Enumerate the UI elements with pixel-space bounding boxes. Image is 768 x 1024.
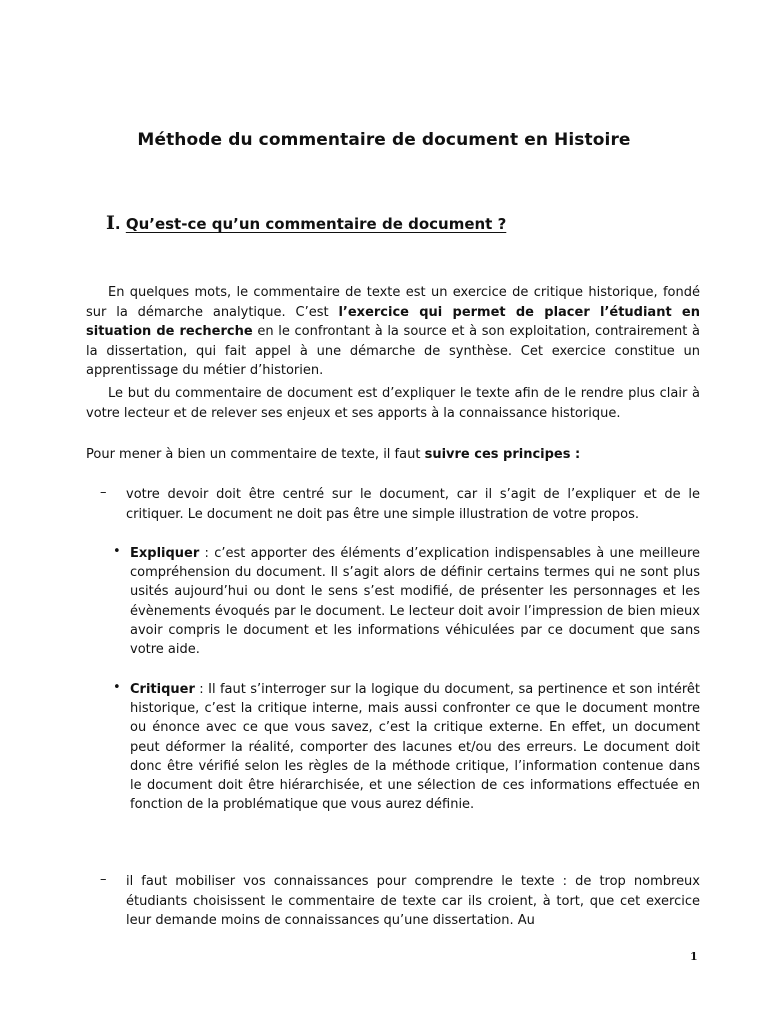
section-heading [106,212,506,234]
bullet-text-expliquer: : c’est apporter des éléments d’explication indispensables à une meilleure compréhension du document. Il s’agit alors de définir certains termes qui ne sont plus usités aujourd’hui ou dont le sens s’est modifié, de présenter les personnages et les évènements évoqués par le document. Le lecteur doit avoir l’impression de bien mieux avoir compris le document et les informations véhiculées par ce document que sans votre aide. [130,546,700,658]
paragraph-intro [86,283,700,381]
dash-marker-2: – [100,872,107,887]
paragraph-intro-text-2: en le confrontant à la source et à son exploitation, contrairement à la dissertation, qui fait appel à une démarche de synthèse. Cet exercice constitue un apprentissage du métier d’historien. [86,324,700,378]
page-title: Méthode du commentaire de document en Histoire [137,130,631,150]
bullet-term-expliquer: Expliquer [130,546,200,561]
bullet-term-critiquer: Critiquer [130,682,195,697]
paragraph-principles-bold: suivre ces principes : [424,447,581,462]
section-separator: . [114,215,126,233]
paragraph-principles [86,445,700,465]
paragraph-principles-text: Pour mener à bien un commentaire de texte, il faut [86,447,425,462]
list-item-knowledge: il faut mobiliser vos connaissances pour comprendre le texte : de trop nombreux étudiants choisissent le commentaire de texte car ils croient, à tort, que cet exercice leur demande moins de connaissances qu’une dissertation. Au [126,874,700,928]
bullet-text-critiquer: : Il faut s’interroger sur la logique du document, sa pertinence et son intérêt historique, c’est la critique interne, mais aussi confronter ce que le document montre ou énonce avec ce que vous savez, c’est la critique externe. En effet, un document peut déformer la réalité, comporter des lacunes et/ou des erreurs. Le document doit donc être vérifié selon les règles de la méthode critique, l’information contenue dans le document doit être hiérarchisée, et une sélection de ces informations effectuée en fonction de la problématique que vous aurez définie. [130,682,700,813]
bullet-marker-1: • [113,544,121,559]
dash-marker-1: – [100,485,107,500]
page-number: 1 [690,950,698,963]
list-item-centered: votre devoir doit être centré sur le document, car il s’agit de l’expliquer et de le critiquer. Le document ne doit pas être une simple illustration de votre propos. [126,487,700,522]
section-number: I [106,212,115,234]
bullet-item-expliquer [130,544,700,659]
bullet-marker-2: • [113,680,121,695]
section-title: Qu’est-ce qu’un commentaire de document ? [125,215,507,233]
paragraph-intro-text-1: En quelques mots, le commentaire de texte est un exercice de critique historique, fondé sur la démarche analytique. C’est [86,285,700,320]
paragraph-purpose: Le but du commentaire de document est d’expliquer le texte afin de le rendre plus clair à votre lecteur et de relever ses enjeux et ses apports à la connaissance historique. [86,386,700,421]
bullet-item-critiquer [130,680,700,814]
paragraph-intro-bold: l’exercice qui permet de placer l’étudiant en situation de recherche [86,304,700,339]
